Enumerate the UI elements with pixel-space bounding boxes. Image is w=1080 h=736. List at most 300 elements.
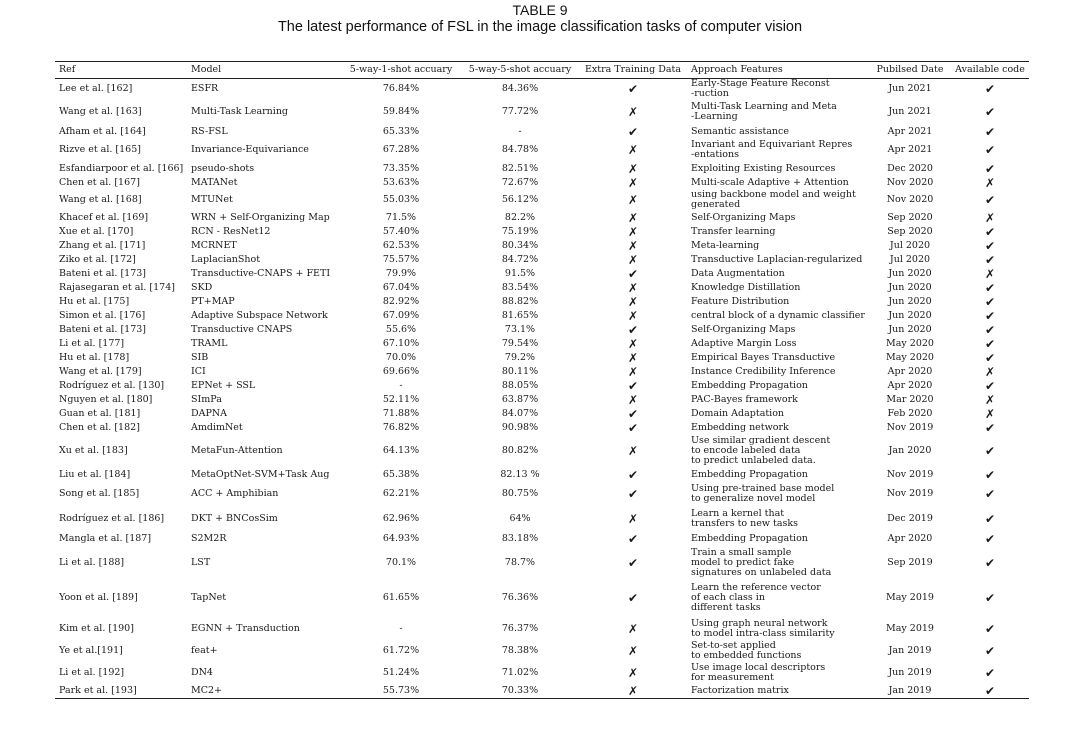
row-1shot-accuracy: 53.63%	[382, 176, 420, 188]
row-extra-data-mark: ✗	[627, 364, 639, 379]
row-code-mark: ✗	[984, 364, 996, 379]
table-row	[55, 162, 1029, 176]
row-code-mark: ✔	[984, 238, 996, 253]
row-1shot-accuracy: 62.53%	[382, 239, 420, 251]
row-approach-features: Embedding Propagation	[691, 532, 808, 544]
table-row	[55, 225, 1029, 239]
header-model: Model	[187, 62, 341, 79]
row-model: MTUNet	[191, 194, 233, 205]
row-1shot-accuracy: 65.38%	[382, 468, 420, 480]
header-date: Pubilsed Date	[869, 62, 951, 79]
row-ref: Ye et al.[191]	[59, 645, 123, 656]
row-1shot-accuracy: 76.84%	[382, 83, 420, 95]
row-approach-features: Early-Stage Feature Reconst -ruction	[691, 78, 830, 100]
row-5shot-accuracy: 79.54%	[501, 337, 539, 349]
row-approach-features: Embedding network	[691, 421, 789, 433]
row-published-date: Apr 2021	[887, 144, 933, 155]
header-5shot: 5-way-5-shot accuary	[461, 62, 579, 79]
row-approach-features: Multi-scale Adaptive + Attention	[691, 176, 849, 188]
row-approach-features: Empirical Bayes Transductive	[691, 351, 836, 363]
row-model: LST	[191, 556, 211, 568]
row-approach-features: Use image local descriptors for measurement	[691, 662, 826, 683]
row-model: TapNet	[191, 592, 227, 603]
row-published-date: Apr 2020	[887, 379, 933, 391]
row-5shot-accuracy: 84.72%	[501, 253, 539, 265]
row-1shot-accuracy: 67.04%	[382, 281, 420, 293]
row-extra-data-mark: ✗	[627, 512, 639, 526]
row-approach-features: Using pre-trained base model to generalize novel model	[691, 483, 835, 504]
row-approach-features: Embedding Propagation	[691, 468, 808, 480]
row-extra-data-mark: ✔	[627, 406, 639, 421]
row-model: DAPNA	[191, 407, 228, 419]
row-ref: Xue et al. [170]	[59, 225, 134, 237]
row-ref: Zhang et al. [171]	[59, 239, 146, 251]
row-extra-data-mark: ✗	[627, 175, 639, 190]
row-approach-features: Learn the reference vector of each class in different tasks	[691, 582, 821, 613]
row-model: Invariance-Equivariance	[191, 144, 309, 155]
row-extra-data-mark: ✗	[627, 238, 639, 253]
row-ref: Esfandiarpoor et al. [166]	[59, 162, 184, 174]
table-body	[55, 79, 1029, 699]
row-approach-features: Using graph neural network to model intra-class similarity	[691, 617, 835, 639]
row-extra-data-mark: ✔	[627, 555, 639, 570]
row-published-date: Apr 2020	[887, 365, 933, 377]
row-5shot-accuracy: 78.38%	[501, 645, 539, 656]
row-code-mark: ✔	[984, 444, 996, 458]
row-code-mark: ✔	[984, 644, 996, 658]
row-extra-data-mark: ✗	[627, 193, 639, 207]
header-approach: Approach Features	[687, 62, 869, 79]
row-published-date: Jun 2021	[888, 83, 932, 95]
row-ref: Simon et al. [176]	[59, 309, 146, 321]
row-5shot-accuracy: 82.13 %	[500, 468, 540, 480]
row-5shot-accuracy: 84.36%	[501, 83, 539, 95]
row-code-mark: ✗	[984, 175, 996, 190]
header-ref: Ref	[55, 62, 187, 79]
row-model: PT+MAP	[191, 295, 235, 307]
table-row	[55, 468, 1029, 482]
row-code-mark: ✔	[984, 224, 996, 239]
table-row	[55, 139, 1029, 162]
row-approach-features: Domain Adaptation	[691, 407, 785, 419]
row-ref: Liu et al. [184]	[59, 468, 131, 480]
row-published-date: Sep 2020	[887, 225, 933, 237]
row-5shot-accuracy: 73.1%	[504, 323, 536, 335]
row-extra-data-mark: ✗	[627, 666, 639, 680]
row-ref: Li et al. [177]	[59, 337, 125, 349]
table-row	[55, 507, 1029, 532]
table-row	[55, 407, 1029, 421]
table-row	[55, 421, 1029, 435]
row-1shot-accuracy: 62.96%	[382, 513, 420, 524]
row-5shot-accuracy: -	[518, 125, 522, 137]
row-5shot-accuracy: 80.75%	[501, 488, 539, 499]
row-model: MATANet	[191, 176, 238, 188]
table-row	[55, 253, 1029, 267]
row-model: ICI	[191, 365, 206, 377]
row-published-date: Dec 2019	[887, 513, 933, 524]
row-published-date: Feb 2020	[887, 407, 933, 419]
row-approach-features: Invariant and Equivariant Repres -entations	[691, 139, 853, 160]
row-approach-features: Factorization matrix	[687, 685, 869, 699]
row-approach-features: Set-to-set applied to embedded functions	[691, 640, 802, 661]
row-ref: Rodríguez et al. [130]	[59, 379, 165, 391]
row-1shot-accuracy: 82.92%	[382, 295, 420, 307]
table-row	[55, 337, 1029, 351]
table-row	[55, 351, 1029, 365]
row-code-mark: ✔	[984, 378, 996, 393]
row-ref: Hu et al. [175]	[59, 295, 130, 307]
results-table	[55, 61, 1029, 699]
row-1shot-accuracy: 75.57%	[382, 253, 420, 265]
row-extra-data-mark: ✔	[627, 467, 639, 482]
row-model: MetaFun-Attention	[191, 445, 283, 456]
row-ref: Guan et al. [181]	[59, 407, 141, 419]
row-5shot-accuracy: 90.98%	[501, 421, 539, 433]
row-ref: Afham et al. [164]	[59, 125, 146, 137]
row-published-date: Jun 2019	[888, 667, 932, 678]
row-published-date: Jul 2020	[889, 239, 931, 251]
row-5shot-accuracy: 76.37%	[501, 622, 539, 634]
row-5shot-accuracy: 82.51%	[501, 162, 539, 174]
row-ref: Khacef et al. [169]	[59, 211, 149, 223]
row-code-mark: ✔	[984, 161, 996, 176]
row-ref: Kim et al. [190]	[59, 622, 134, 634]
row-ref: Rodríguez et al. [186]	[59, 513, 165, 524]
row-code-mark: ✔	[984, 621, 996, 636]
row-5shot-accuracy: 77.72%	[501, 106, 539, 117]
table-row	[55, 309, 1029, 323]
row-code-mark: ✔	[984, 591, 996, 605]
row-approach-features: using backbone model and weight generated	[691, 189, 856, 210]
row-ref: Bateni et al. [173]	[59, 323, 147, 335]
row-5shot-accuracy: 70.33%	[461, 685, 579, 699]
row-published-date: Mar 2020	[886, 393, 934, 405]
table-row	[55, 662, 1029, 685]
table-row	[55, 365, 1029, 379]
row-extra-data-mark: ✗	[627, 143, 639, 157]
row-1shot-accuracy: 55.6%	[385, 323, 417, 335]
row-model: ACC + Amphibian	[191, 488, 279, 499]
row-published-date: Sep 2019	[887, 556, 933, 568]
row-1shot-accuracy: 61.72%	[382, 645, 420, 656]
row-code-mark: ✔	[984, 487, 996, 501]
row-1shot-accuracy: -	[399, 379, 403, 391]
row-1shot-accuracy: 55.73%	[341, 685, 461, 699]
row-1shot-accuracy: 64.93%	[382, 532, 420, 544]
row-5shot-accuracy: 79.2%	[504, 351, 536, 363]
row-published-date: Jun 2021	[888, 106, 932, 117]
row-published-date: Jul 2020	[889, 253, 931, 265]
header-1shot: 5-way-1-shot accuary	[341, 62, 461, 79]
row-ref: Lee et al. [162]	[59, 83, 133, 95]
row-code-mark: ✔	[984, 467, 996, 482]
row-approach-features: Semantic assistance	[691, 125, 789, 137]
table-row	[55, 393, 1029, 407]
row-5shot-accuracy: 80.82%	[501, 445, 539, 456]
row-published-date: Jan 2019	[869, 685, 951, 699]
row-1shot-accuracy: 70.1%	[385, 556, 417, 568]
row-published-date: Nov 2019	[886, 488, 934, 499]
row-approach-features: Learn a kernel that transfers to new tasks	[691, 508, 799, 529]
table-row	[55, 379, 1029, 393]
table-row	[55, 125, 1029, 139]
row-code-mark: ✔	[984, 82, 996, 97]
row-approach-features: Feature Distribution	[691, 295, 790, 307]
table-row	[55, 685, 1029, 699]
row-ref: Song et al. [185]	[59, 488, 140, 499]
row-1shot-accuracy: 73.35%	[382, 162, 420, 174]
row-5shot-accuracy: 71.02%	[501, 667, 539, 678]
row-extra-data-mark: ✗	[627, 294, 639, 309]
row-ref: Bateni et al. [173]	[59, 267, 147, 279]
row-1shot-accuracy: 59.84%	[382, 106, 420, 117]
row-ref: Rizve et al. [165]	[59, 144, 141, 155]
row-extra-data-mark: ✗	[627, 621, 639, 636]
row-ref: Mangla et al. [187]	[59, 532, 152, 544]
row-5shot-accuracy: 83.54%	[501, 281, 539, 293]
row-5shot-accuracy: 83.18%	[501, 532, 539, 544]
row-extra-data-mark: ✔	[627, 124, 639, 139]
table-row	[55, 580, 1029, 617]
row-5shot-accuracy: 84.07%	[501, 407, 539, 419]
row-published-date: Jun 2020	[888, 323, 932, 335]
row-5shot-accuracy: 80.11%	[501, 365, 539, 377]
row-5shot-accuracy: 82.2%	[504, 211, 536, 223]
row-extra-data-mark: ✗	[627, 224, 639, 239]
row-ref: Chen et al. [182]	[59, 421, 140, 433]
row-extra-data-mark: ✗	[627, 210, 639, 225]
row-published-date: Dec 2020	[887, 162, 933, 174]
row-model: RCN - ResNet12	[191, 225, 271, 237]
row-extra-data-mark: ✔	[627, 378, 639, 393]
row-code-mark: ✔	[984, 294, 996, 309]
row-model: LaplacianShot	[191, 253, 261, 265]
row-approach-features: Self-Organizing Maps	[691, 323, 796, 335]
row-model: SKD	[191, 281, 213, 293]
row-ref: Li et al. [192]	[59, 667, 125, 678]
row-model: Multi-Task Learning	[191, 106, 289, 117]
row-model: Transductive CNAPS	[191, 323, 293, 335]
row-approach-features: Transductive Laplacian-regularized	[691, 253, 863, 265]
table-row	[55, 176, 1029, 190]
row-published-date: Jun 2020	[888, 295, 932, 307]
row-extra-data-mark: ✔	[627, 591, 639, 605]
row-1shot-accuracy: 67.28%	[382, 144, 420, 155]
row-approach-features: Adaptive Margin Loss	[691, 337, 797, 349]
row-1shot-accuracy: 71.88%	[382, 407, 420, 419]
table-row	[55, 546, 1029, 580]
row-extra-data-mark: ✔	[627, 266, 639, 281]
row-ref: Nguyen et al. [180]	[59, 393, 153, 405]
row-published-date: Nov 2019	[886, 468, 934, 480]
row-model: Transductive-CNAPS + FETI	[191, 267, 331, 279]
row-published-date: May 2019	[886, 622, 934, 634]
table-row	[55, 281, 1029, 295]
table-row	[55, 435, 1029, 468]
row-ref: Yoon et al. [189]	[59, 592, 138, 603]
table-row	[55, 79, 1029, 100]
row-code-mark: ✔	[984, 512, 996, 526]
row-published-date: Nov 2019	[886, 421, 934, 433]
row-extra-data-mark: ✗	[627, 336, 639, 351]
row-model: RS-FSL	[191, 125, 228, 137]
row-1shot-accuracy: 67.09%	[382, 309, 420, 321]
row-code-mark: ✔	[984, 531, 996, 546]
row-published-date: Jan 2019	[888, 645, 932, 656]
row-published-date: Jan 2020	[888, 445, 932, 456]
row-code-mark: ✔	[984, 666, 996, 680]
row-extra-data-mark: ✗	[627, 252, 639, 267]
table-row	[55, 211, 1029, 225]
row-5shot-accuracy: 78.7%	[504, 556, 536, 568]
row-code-mark: ✔	[984, 124, 996, 139]
row-1shot-accuracy: 61.65%	[382, 592, 420, 603]
table-row	[55, 267, 1029, 281]
row-model: TRAML	[191, 337, 228, 349]
row-extra-data-mark: ✗	[579, 685, 687, 699]
row-published-date: Apr 2021	[887, 125, 933, 137]
row-extra-data-mark: ✗	[627, 280, 639, 295]
row-5shot-accuracy: 76.36%	[501, 592, 539, 603]
row-model: MetaOptNet-SVM+Task Aug	[191, 468, 330, 480]
row-approach-features: Meta-learning	[691, 239, 760, 251]
row-code-mark: ✔	[984, 193, 996, 207]
row-code-mark: ✔	[984, 143, 996, 157]
table-label: TABLE 9	[512, 2, 568, 18]
row-ref: Wang et al. [163]	[59, 106, 142, 117]
row-model: Adaptive Subspace Network	[191, 309, 328, 321]
row-ref: Wang et al. [179]	[59, 365, 142, 377]
row-5shot-accuracy: 63.87%	[501, 393, 539, 405]
row-published-date: Nov 2020	[886, 176, 934, 188]
row-5shot-accuracy: 72.67%	[501, 176, 539, 188]
row-extra-data-mark: ✗	[627, 350, 639, 365]
row-model: EPNet + SSL	[191, 379, 256, 391]
table-row	[55, 190, 1029, 211]
row-code-mark: ✔	[984, 308, 996, 323]
row-code-mark: ✔	[951, 685, 1029, 699]
row-approach-features: Self-Organizing Maps	[691, 211, 796, 223]
row-extra-data-mark: ✗	[627, 444, 639, 458]
row-1shot-accuracy: 52.11%	[382, 393, 420, 405]
row-1shot-accuracy: 55.03%	[382, 194, 420, 205]
row-model: MC2+	[187, 685, 341, 699]
row-5shot-accuracy: 88.82%	[501, 295, 539, 307]
row-approach-features: Knowledge Distillation	[691, 281, 801, 293]
row-model: MCRNET	[191, 239, 237, 251]
row-1shot-accuracy: 64.13%	[382, 445, 420, 456]
row-code-mark: ✔	[984, 350, 996, 365]
row-model: feat+	[191, 645, 218, 656]
row-approach-features: Exploiting Existing Resources	[691, 162, 836, 174]
row-published-date: Jun 2020	[888, 267, 932, 279]
table-row	[55, 239, 1029, 253]
row-extra-data-mark: ✗	[627, 392, 639, 407]
row-model: SImPa	[191, 393, 222, 405]
row-approach-features: Embedding Propagation	[691, 379, 808, 391]
row-approach-features: Transfer learning	[691, 225, 776, 237]
row-code-mark: ✔	[984, 252, 996, 267]
row-extra-data-mark: ✔	[627, 420, 639, 435]
row-extra-data-mark: ✗	[627, 161, 639, 176]
table-row	[55, 100, 1029, 125]
row-1shot-accuracy: 70.0%	[385, 351, 417, 363]
row-1shot-accuracy: 71.5%	[385, 211, 417, 223]
row-published-date: Sep 2020	[887, 211, 933, 223]
row-ref: Rajasegaran et al. [174]	[59, 281, 175, 293]
row-extra-data-mark: ✗	[627, 308, 639, 323]
row-1shot-accuracy: 69.66%	[382, 365, 420, 377]
row-code-mark: ✗	[984, 392, 996, 407]
row-model: AmdimNet	[191, 421, 243, 433]
row-model: ESFR	[191, 83, 219, 95]
row-code-mark: ✔	[984, 555, 996, 570]
row-published-date: May 2020	[886, 337, 934, 349]
row-code-mark: ✗	[984, 210, 996, 225]
row-1shot-accuracy: 51.24%	[382, 667, 420, 678]
table-row	[55, 323, 1029, 337]
row-model: DN4	[191, 667, 213, 678]
table-row	[55, 532, 1029, 546]
table-row	[55, 641, 1029, 662]
row-published-date: May 2020	[886, 351, 934, 363]
row-approach-features: Multi-Task Learning and Meta -Learning	[691, 101, 837, 122]
header-row	[55, 62, 1029, 79]
row-1shot-accuracy: 62.21%	[382, 488, 420, 499]
row-5shot-accuracy: 64%	[509, 513, 531, 524]
row-model: S2M2R	[191, 532, 227, 544]
row-extra-data-mark: ✔	[627, 487, 639, 501]
row-approach-features: Use similar gradient descent to encode labeled data to predict unlabeled data.	[691, 435, 831, 466]
row-published-date: Jun 2020	[888, 281, 932, 293]
row-code-mark: ✔	[984, 420, 996, 435]
row-extra-data-mark: ✔	[627, 82, 639, 97]
table-title: The latest performance of FSL in the image classification tasks of computer vision	[277, 19, 803, 35]
row-1shot-accuracy: 57.40%	[382, 225, 420, 237]
row-approach-features: PAC-Bayes framework	[691, 393, 798, 405]
header-code: Available code	[951, 62, 1029, 79]
row-5shot-accuracy: 84.78%	[501, 144, 539, 155]
row-ref: Hu et al. [178]	[59, 351, 130, 363]
row-1shot-accuracy: 76.82%	[382, 421, 420, 433]
row-ref: Li et al. [188]	[59, 556, 125, 568]
row-1shot-accuracy: 79.9%	[385, 267, 417, 279]
row-5shot-accuracy: 56.12%	[501, 194, 539, 205]
table-row	[55, 617, 1029, 641]
row-1shot-accuracy: 65.33%	[382, 125, 420, 137]
row-approach-features: Data Augmentation	[691, 267, 785, 279]
row-code-mark: ✗	[984, 406, 996, 421]
row-extra-data-mark: ✗	[627, 644, 639, 658]
row-5shot-accuracy: 88.05%	[501, 379, 539, 391]
row-published-date: Apr 2020	[887, 532, 933, 544]
row-approach-features: Train a small sample model to predict fake signatures on unlabeled data	[691, 546, 832, 578]
row-code-mark: ✗	[984, 266, 996, 281]
row-code-mark: ✔	[984, 280, 996, 295]
row-1shot-accuracy: -	[399, 622, 403, 634]
row-5shot-accuracy: 81.65%	[501, 309, 539, 321]
row-extra-data-mark: ✗	[627, 105, 639, 119]
row-published-date: Jun 2020	[888, 309, 932, 321]
row-code-mark: ✔	[984, 336, 996, 351]
row-model: WRN + Self-Organizing Map	[191, 211, 330, 223]
row-code-mark: ✔	[984, 322, 996, 337]
row-ref: Park et al. [193]	[55, 685, 187, 699]
row-model: pseudo-shots	[191, 162, 255, 174]
row-ref: Ziko et al. [172]	[59, 253, 136, 265]
row-5shot-accuracy: 80.34%	[501, 239, 539, 251]
